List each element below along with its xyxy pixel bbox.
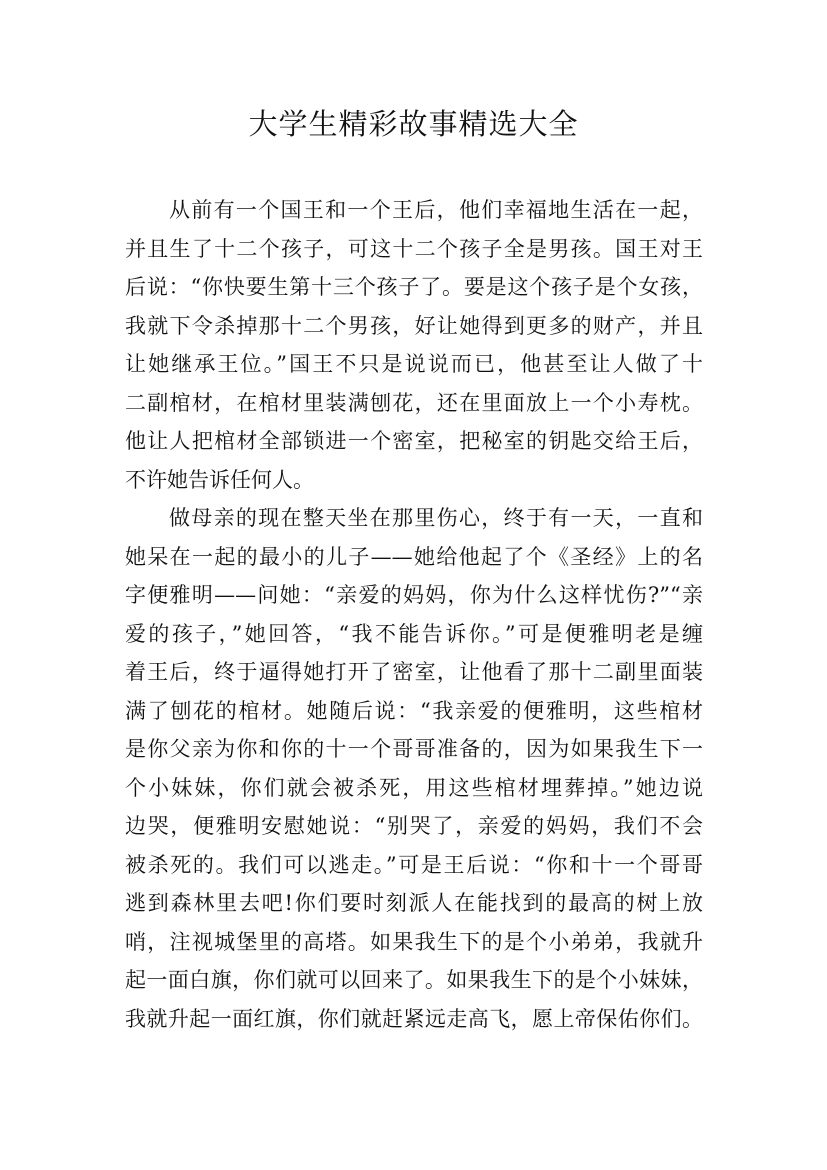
text-line: 个小妹妹，你们就会被杀死，用这些棺材埋葬掉。”她边说	[125, 775, 703, 800]
text-line: 她呆在一起的最小的儿子——她给他起了个《圣经》上的名	[125, 544, 703, 569]
text-line: 起一面白旗，你们就可以回来了。如果我生下的是个小妹妹，	[125, 968, 703, 992]
text-line: 不许她告诉任何人。	[125, 467, 314, 492]
text-line: 哨，注视城堡里的高塔。如果我生下的是个小弟弟，我就升	[125, 929, 703, 954]
text-line: 边哭，便雅明安慰她说：“别哭了，亲爱的妈妈，我们不会	[125, 814, 703, 838]
text-line: 我就升起一面红旗，你们就赶紧远走高飞，愿上帝保佑你们。	[125, 1006, 703, 1031]
text-line: 做母亲的现在整天坐在那里伤心，终于有一天，一直和	[169, 506, 703, 530]
text-line: 满了刨花的棺材。她随后说：“我亲爱的便雅明，这些棺材	[125, 698, 703, 723]
text-line: 二副棺材，在棺材里装满刨花，还在里面放上一个小寿枕。	[125, 390, 703, 415]
document-body	[125, 191, 703, 1038]
text-line: 着王后，终于逼得她打开了密室，让他看了那十二副里面装	[125, 660, 703, 684]
paragraph-2	[125, 499, 703, 1038]
text-line: 我就下令杀掉那十二个男孩，好让她得到更多的财产，并且	[125, 313, 703, 338]
text-line: 字便雅明——问她：“亲爱的妈妈，你为什么这样忧伤?”“亲	[125, 583, 703, 607]
text-line: 后说：“你快要生第十三个孩子了。要是这个孩子是个女孩，	[125, 275, 703, 299]
paragraph-1	[125, 191, 703, 499]
text-line: 他让人把棺材全部锁进一个密室，把秘室的钥匙交给王后，	[125, 429, 703, 453]
text-line: 并且生了十二个孩子，可这十二个孩子全是男孩。国王对王	[125, 236, 703, 261]
text-line: 从前有一个国王和一个王后，他们幸福地生活在一起，	[169, 198, 703, 222]
document-title: 大学生精彩故事精选大全	[248, 107, 579, 141]
text-line: 是你父亲为你和你的十一个哥哥准备的，因为如果我生下一	[125, 737, 703, 761]
text-line: 逃到森林里去吧!你们要时刻派人在能找到的最高的树上放	[125, 891, 703, 915]
text-line: 让她继承王位。”国王不只是说说而已，他甚至让人做了十	[125, 352, 703, 376]
text-line: 爱的孩子，”她回答，“我不能告诉你。”可是便雅明老是缠	[125, 621, 703, 646]
text-line: 被杀死的。我们可以逃走。”可是王后说：“你和十一个哥哥	[125, 852, 703, 877]
